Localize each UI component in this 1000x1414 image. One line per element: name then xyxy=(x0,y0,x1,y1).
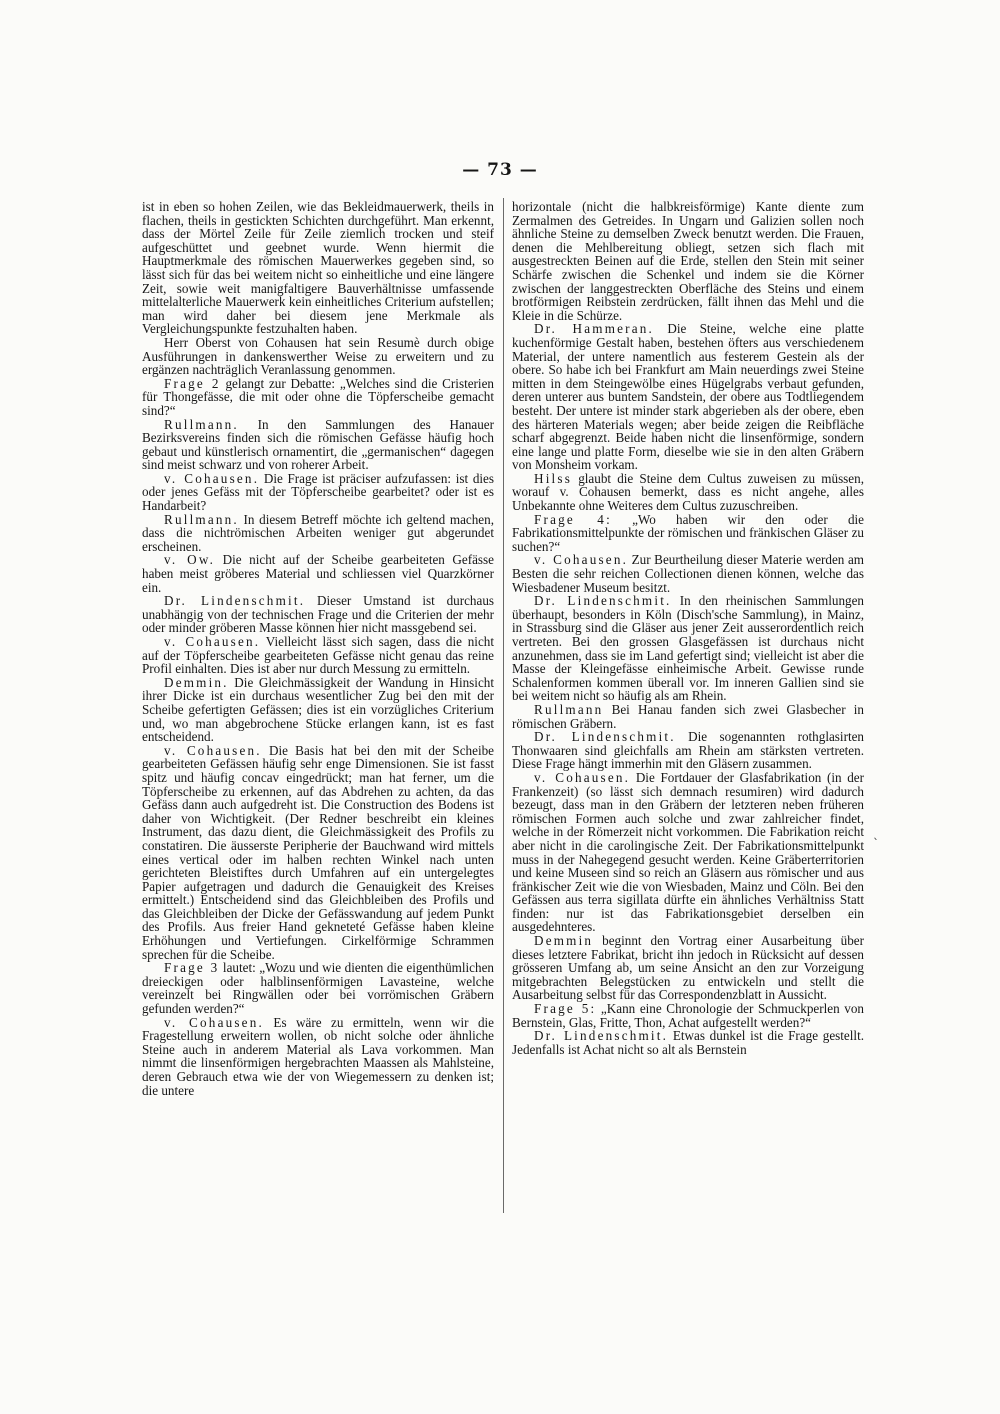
paragraph-text: ist in eben so hohen Zeilen, wie das Bekleidmauerwerk, theils in flachen, theils in gestickten Schichten durchgeführt. Man erkennt, dass der Mörtel Zeile für Zeile ziemlich trocken und steif aufgeschüttet und geebnet wurde. Wenn hiermit die Hauptmerkmale des römischen Mauerwerkes gegeben sind, so lässt sich für das bei weitem nicht so einheitliche und eine längere Zeit, sowie weit manigfaltigere Bauverhältnisse umfassende mittelalterliche Mauerwerk kein einheitliches Criterium aufstellen; man wird daher bei diesem jene Merkmale als Vergleichungspunkte festzuhalten haben. xyxy=(142,199,494,337)
paragraph xyxy=(142,594,494,635)
paragraph-text: Die nicht auf der Scheibe gearbeiteten Gefässe haben meist gröberes Material und schliessen viel Quarzkörner ein. xyxy=(142,552,494,595)
speaker-name: Frage 4: xyxy=(534,511,612,527)
paragraph xyxy=(512,703,864,730)
paragraph-text: „Kann eine Chronologie der Schmuckperlen von Bernstein, Glas, Fritte, Thon, Achat aufgestellt werden?“ xyxy=(512,1001,864,1030)
paragraph-text: Es wäre zu ermitteln, wenn wir die Fragestellung erweitern wollen, ob nicht solche oder ähnliche Steine auch in anderem Material als Lava vorkommen. Man nimmt die linsenförmigen hergebrachten Maassen als Mahlsteine, deren Gebrauch etwa wie der von Wiegemessern zu denken ist; die untere xyxy=(142,1014,494,1098)
paragraph xyxy=(142,472,494,513)
paragraph-text: glaubt die Steine dem Cultus zuweisen zu müssen, worauf v. Cohausen bemerkt, dass es nicht angehe, alles Unbekannte ohne Weiteres dem Cultus zuzuschreiben. xyxy=(512,470,864,514)
paragraph-text: Die Gleichmässigkeit der Wandung in Hinsicht ihrer Dicke ist ein durchaus wesentlicher Zug bei den mit der Scheibe gefertigten Gefässen; dies ist ein vorzügliches Criterium und, wo man abgebrochene Stücke erlangen kann, ist es fast entscheidend. xyxy=(142,674,494,745)
speaker-name: Frage 5: xyxy=(534,1001,597,1017)
paragraph xyxy=(142,676,494,744)
speaker-name: Dr. Lindenschmit. xyxy=(534,729,676,745)
paragraph-text: Die Frage ist präciser aufzufassen: ist dies oder jenes Gefäss mit der Töpferscheibe gearbeitet? oder ist es Handarbeit? xyxy=(142,470,494,514)
paragraph-text: Die Basis hat bei den mit der Scheibe gearbeiteten Gefässen häufig sehr enge Dimensionen. Sie ist fasst spitz und häufig concav eingedrückt; man hat ferner, um die Töpferscheibe zu erkennen, auf das Abdrehen zu achten, da das Gefäss dann auch aufgedreht ist. Die Construction des Bodens ist daher von Wichtigkeit. (Der Redner beschreibt ein kleines Instrument, das dazu dient, die Gleichmässigkeit des Profils zu constatiren. Die äusserste Peripherie der Bauchwand wird mittels eines vertical oder im halben rechten Winkel nach unten gerichteten Bleistiftes durch Umfahren auf ein untergelegtes Papier aufgetragen und dadurch die Genauigkeit des Kreises ermittelt.) Entscheidend sind das Gleichbleiben des Profils und das Gleichbleiben der Dicke der Gefässwandung auf jedem Punkt des Profils. Aus freier Hand gekneteté Gefässe haben kleine Erhöhungen und Vertiefungen. Cirkelförmige Schrammen sprechen für die Scheibe. xyxy=(142,742,495,962)
paragraph xyxy=(512,472,864,513)
speaker-name: Dr. Lindenschmit. xyxy=(164,593,306,609)
speaker-name: Hilss xyxy=(534,470,573,486)
paragraph-text: horizontale (nicht die halbkreisförmige) Kante diente zum Zermalmen des Getreides. In Ungarn und Galizien sollen noch ähnliche Steine zu demselben Zweck benutzt werden. Die Frauen, denen die Mehlbereitung obliegt, setzen sich flach mit ausgestreckten Beinen auf die Erde, stellen den Stein mit seiner Schärfe zwischen die Schenkel und indem sie die Körner zwischen der langgestreckten Oberfläche des Steins und einem brotförmigen Reibstein zerdrücken, fällt ihnen das Mehl und die Kleie in die Schürze. xyxy=(512,199,864,323)
paragraph xyxy=(142,200,494,336)
paragraph xyxy=(512,934,864,1002)
paragraph xyxy=(512,1029,864,1056)
paragraph-text: gelangt zur Debatte: „Welches sind die Cristerien für Thongefässe, die mit oder ohne die Töpferscheibe gemacht sind?“ xyxy=(142,375,494,418)
left-column xyxy=(142,200,494,1097)
paragraph xyxy=(142,418,494,472)
margin-mark: ˎ xyxy=(873,826,879,840)
speaker-name: v. Ow. xyxy=(164,552,216,568)
paragraph-text: In den rheinischen Sammlungen überhaupt, besonders in Köln (Disch'sche Sammlung), in Mainz, in Strassburg sind die Gläser aus jener Zeit ausserordentlich reich vertreten. Bei den grossen Glasgefässen ist durchaus nicht anzunehmen, dass sie im Land gefertigt sind; vielleicht ist aber die Masse der Kleingefässe einheimische Arbeit. Gewisse runde Schalenformen kommen überall vor. Im inneren Gallien sind sie bei weitem nicht so häufig als am Rhein. xyxy=(512,593,864,704)
paragraph-text: In diesem Betreff möchte ich geltend machen, dass die nichtrömischen Arbeiten weniger gut abgerundet erscheinen. xyxy=(142,511,494,554)
speaker-name: Frage 2 xyxy=(164,375,221,391)
speaker-name: Frage 3 xyxy=(164,960,220,976)
paragraph xyxy=(512,513,864,554)
paragraph xyxy=(512,200,864,322)
paragraph-text: Dieser Umstand ist durchaus unabhängig von der technischen Frage und die Criterien der mehr oder minder gröberen Masse können hier nicht massgebend sei. xyxy=(142,593,494,636)
speaker-name: v. Cohausen. xyxy=(164,1014,264,1030)
paragraph xyxy=(512,594,864,703)
paragraph xyxy=(512,553,864,594)
paragraph xyxy=(142,377,494,418)
speaker-name: v. Cohausen. xyxy=(534,552,629,568)
paragraph-text: Etwas dunkel ist die Frage gestellt. Jedenfalls ist Achat nicht so alt als Bernstein xyxy=(512,1028,865,1057)
paragraph-text: Die Steine, welche eine platte kuchenförmige Gestalt haben, bestehen öfters aus verschiedenem Material, der untere namentlich aus festerem Gestein als der obere. So habe ich bei Frankfurt am Main neuerdings zwei Steine mitten in dem Steingewölbe eines Hügelgrabs verbaut gefunden, deren unterer aus buntem Sandstein, der obere aus Todtliegendem besteht. Der untere ist minder stark abgerieben als der obere, eben des härteren Materials wegen; aber beide zeigen die Reibfläche scharf abgegrenzt. Beide haben nicht die linsenförmige, sondern eine lange und platte Form, dieselbe wie sie in den alten Gräbern von Monsheim vorkam. xyxy=(512,321,864,473)
paragraph xyxy=(142,1016,494,1098)
paragraph xyxy=(142,553,494,594)
speaker-name: v. Cohausen. xyxy=(534,769,631,785)
speaker-name: Dr. Hammeran. xyxy=(534,321,655,337)
speaker-name: Dr. Lindenschmit. xyxy=(534,593,672,609)
speaker-name: Rullmann. xyxy=(164,511,239,527)
paragraph xyxy=(142,961,494,1015)
paragraph xyxy=(512,322,864,472)
speaker-name: Demmin. xyxy=(164,674,229,690)
paragraph xyxy=(512,771,864,934)
paragraph xyxy=(142,635,494,676)
paragraph xyxy=(142,744,494,962)
speaker-name: v. Cohausen. xyxy=(164,742,262,758)
paragraph-text: beginnt den Vortrag einer Ausarbeitung über dieses letztere Fabrikat, bricht ihn jedoch in Rücksicht auf dessen grösseren Umfang ab, um seine Ansicht an den zur Vorzeigung mitgebrachten Belegstücken zu entwickeln und stellt die Ausarbeitung selbst für das Correspondenzblatt in Aussicht. xyxy=(512,933,864,1003)
paragraph xyxy=(142,336,494,377)
speaker-name: Rullmann. xyxy=(164,416,239,432)
paragraph-text: „Wo haben wir den oder die Fabrikationsmittelpunkte der römischen und fränkischen Gläser zu suchen?“ xyxy=(512,511,864,554)
paragraph-text: In den Sammlungen des Hanauer Bezirksvereins finden sich die römischen Gefässe häufig hoch gebaut und künstlerisch ornamentirt, die „germanischen“ dagegen sind meist schwarz und von roherer Arbeit. xyxy=(142,416,494,473)
speaker-name: v. Cohausen. xyxy=(164,470,260,486)
paragraph xyxy=(512,730,864,771)
paragraph xyxy=(142,513,494,554)
paragraph-text: Die Fortdauer der Glasfabrikation (in der Frankenzeit) (so lässt sich demnach resumiren) wird dadurch bezeugt, dass man in den Gräbern der letzteren neben früheren römischen Formen auch solche und zwar zahlreicher findet, welche in der Römerzeit nicht vorkommen. Die Fabrikation reicht aber nicht in die carolingische Zeit. Der Fabrikationsmittelpunkt muss in der Nahegegend gesucht werden. Keine Gräberterritorien und keine Museen sind so reich an Gläsern aus römischer und aus fränkischer Zeit wie die von Wiesbaden, Mainz und Cöln. Bei den Gefässen aus terra sigillata dürfte ein ähnliches Verhältniss Statt finden: nur ist das Fabrikationsgebiet derselben ein ausgedehnteres. xyxy=(512,769,865,935)
paragraph-text: Zur Beurtheilung dieser Materie werden am Besten die sehr reichen Collectionen dienen können, welche das Wiesbadener Museum besitzt. xyxy=(512,552,864,595)
page-number: — 73 — xyxy=(462,160,538,180)
paragraph-text: Die sogenannten rothglasirten Thonwaaren sind gleichfalls am Rhein am stärksten vertreten. Diese Frage hängt immerhin mit den Gläsern zusammen. xyxy=(512,729,864,772)
speaker-name: Dr. Lindenschmit. xyxy=(534,1028,669,1044)
right-column xyxy=(512,200,864,1056)
paragraph-text: Bei Hanau fanden sich zwei Glasbecher in römischen Gräbern. xyxy=(512,701,864,731)
paragraph-text: lautet: „Wozu und wie dienten die eigenthümlichen dreieckigen oder halblinsenförmigen Lavasteine, welche vereinzelt bei Ringwällen oder bei vorrömischen Gräbern gefunden werden?“ xyxy=(142,960,494,1017)
paragraph-text: Vielleicht lässt sich sagen, dass die nicht auf der Töpferscheibe gearbeiteten Gefässe nicht genau das reine Profil einhalten. Dies ist aber nur durch Messung zu ermitteln. xyxy=(142,634,494,677)
speaker-name: v. Cohausen. xyxy=(164,634,261,649)
paragraph-text: Herr Oberst von Cohausen hat sein Resumè durch obige Ausführungen in dankenswerther Weise zu erweitern und zu ergänzen nachträglich Veranlassung genommen. xyxy=(142,334,494,378)
column-divider xyxy=(503,198,504,1213)
paragraph xyxy=(512,1002,864,1029)
speaker-name: Rullmann xyxy=(534,701,604,717)
speaker-name: Demmin xyxy=(534,933,594,949)
